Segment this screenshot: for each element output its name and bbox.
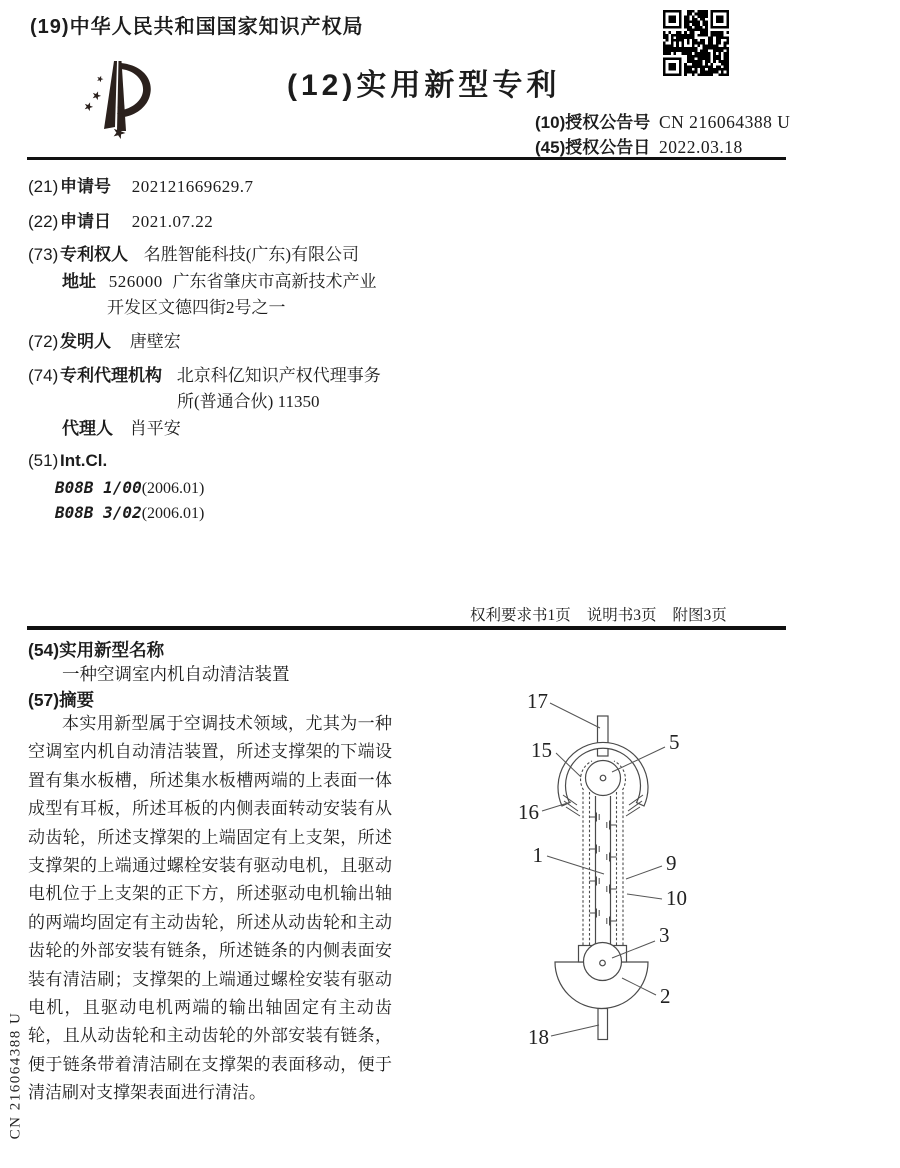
ipc-class: B08B 1/00 bbox=[55, 478, 142, 497]
ref-9: 9 bbox=[666, 851, 677, 875]
field-code: (72) bbox=[28, 332, 59, 351]
field-label: 专利权人 bbox=[60, 245, 128, 264]
ref-1: 1 bbox=[532, 843, 543, 867]
figure-bracket-teeth bbox=[563, 795, 643, 816]
agency-name-line1: 北京科亿知识产权代理事务 bbox=[176, 366, 381, 385]
application-date: 2021.07.22 bbox=[131, 212, 214, 231]
ref-5: 5 bbox=[669, 730, 680, 754]
intcl-row bbox=[28, 451, 107, 471]
inventor-row bbox=[28, 327, 181, 352]
field-code: (73) bbox=[28, 245, 59, 264]
agency-name-line2: 所(普通合伙) 11350 bbox=[177, 392, 320, 411]
ref-10: 10 bbox=[666, 886, 687, 910]
logo-p-bowl bbox=[121, 63, 151, 117]
figure-support-frame bbox=[596, 796, 611, 945]
application-number: 202121669629.7 bbox=[131, 177, 254, 196]
field-label: 申请号 bbox=[60, 177, 111, 196]
address-row bbox=[62, 267, 376, 292]
figure-bottom-rod bbox=[598, 1009, 608, 1040]
address-line1: 广东省肇庆市高新技术产业 bbox=[172, 272, 377, 291]
publication-number-row bbox=[535, 110, 790, 135]
logo-star bbox=[96, 75, 104, 83]
agent-name: 肖平安 bbox=[129, 419, 181, 438]
application-number-row bbox=[28, 172, 253, 197]
ref-18: 18 bbox=[528, 1025, 549, 1049]
qr-code-icon bbox=[663, 10, 729, 76]
figure-top-rod bbox=[598, 716, 609, 756]
header-divider bbox=[27, 157, 786, 160]
ref-15: 15 bbox=[531, 738, 552, 762]
abstract-text: 本实用新型属于空调技术领域，尤其为一种空调室内机自动清洁装置，所述支撑架的下端设置有集水板槽，所述集水板槽两端的上表面一体成型有耳板，所述耳板的内侧表面转动安装有从动齿轮，所述支撑架的上端固定有上支架，所述支撑架的上端通过螺栓安装有驱动电机，且驱动电机位于上支架的正下方，所述驱动电机输出轴的两端均固定有主动齿轮，所述从动齿轮和主动齿轮的外部安装有链条，所述链条的内侧表面安装有清洁刷；支撑架的上端通过螺栓安装有驱动电机，且驱动电机两端的输出轴固定有主动齿轮，且从动齿轮和主动齿轮的外部安装有链条，便于链条带着清洁刷在支撑架的表面移动，便于清洁刷对支撑架表面进行清洁。 bbox=[28, 714, 392, 1103]
side-document-code: CN 216064388 U bbox=[7, 1011, 24, 1140]
description-pages: 说明书3页 bbox=[586, 607, 657, 624]
issuing-office: (19)中华人民共和国国家知识产权局 bbox=[30, 16, 364, 38]
address-zip: 526000 bbox=[108, 272, 163, 291]
field-label: 发明人 bbox=[60, 332, 111, 351]
field-label: 代理人 bbox=[62, 419, 113, 438]
agency-row2 bbox=[177, 387, 319, 412]
field-code: (21) bbox=[28, 177, 59, 196]
field-code: (22) bbox=[28, 212, 59, 231]
intcl-class-row bbox=[55, 478, 204, 498]
cnipa-logo-icon bbox=[70, 57, 164, 139]
page-counts bbox=[470, 603, 743, 625]
logo-pylon-right bbox=[117, 61, 126, 131]
drawings-pages: 附图3页 bbox=[672, 607, 727, 624]
pub-no-value: CN 216064388 U bbox=[658, 112, 791, 132]
ipc-version: (2006.01) bbox=[141, 480, 205, 497]
patent-figure bbox=[450, 682, 752, 1054]
field-label: 地址 bbox=[62, 272, 96, 291]
ref-2: 2 bbox=[660, 984, 671, 1008]
ipc-version: (2006.01) bbox=[141, 505, 205, 522]
agent-row bbox=[62, 414, 181, 439]
document-type-title: (12)实用新型专利 bbox=[287, 69, 561, 102]
field-code: (51) bbox=[28, 451, 59, 470]
figure-bottom-gear-hole bbox=[600, 960, 606, 966]
address-row2 bbox=[107, 293, 286, 318]
ref-17: 17 bbox=[527, 689, 548, 713]
invention-title: 一种空调室内机自动清洁装置 bbox=[62, 664, 290, 684]
inventor-name: 唐壁宏 bbox=[129, 332, 181, 351]
application-date-row bbox=[28, 207, 213, 232]
ref-3: 3 bbox=[659, 923, 670, 947]
field-label: 专利代理机构 bbox=[60, 366, 162, 385]
abstract-section-label: (57)摘要 bbox=[28, 690, 95, 710]
title-section-label: (54)实用新型名称 bbox=[28, 640, 165, 660]
ipc-class: B08B 3/02 bbox=[55, 503, 142, 522]
intcl-class-row bbox=[55, 503, 204, 523]
patentee-row bbox=[28, 240, 359, 265]
figure-brushes bbox=[590, 813, 617, 926]
claims-pages: 权利要求书1页 bbox=[470, 607, 571, 624]
logo-pylon-left bbox=[104, 61, 117, 129]
ref-16: 16 bbox=[518, 800, 539, 824]
section-divider bbox=[27, 626, 786, 630]
patentee-name: 名胜智能科技(广东)有限公司 bbox=[143, 245, 360, 264]
pub-date-value: 2022.03.18 bbox=[658, 137, 743, 157]
address-line2: 开发区文德四街2号之一 bbox=[107, 298, 286, 317]
pub-date-label: (45)授权公告日 bbox=[535, 138, 651, 157]
field-label: 申请日 bbox=[60, 212, 111, 231]
pub-no-label: (10)授权公告号 bbox=[535, 113, 651, 132]
figure-top-gear-hole bbox=[600, 775, 606, 781]
publication-block bbox=[535, 110, 790, 160]
field-code: (74) bbox=[28, 366, 59, 385]
field-label: Int.Cl. bbox=[60, 451, 108, 470]
agency-row bbox=[28, 361, 381, 386]
